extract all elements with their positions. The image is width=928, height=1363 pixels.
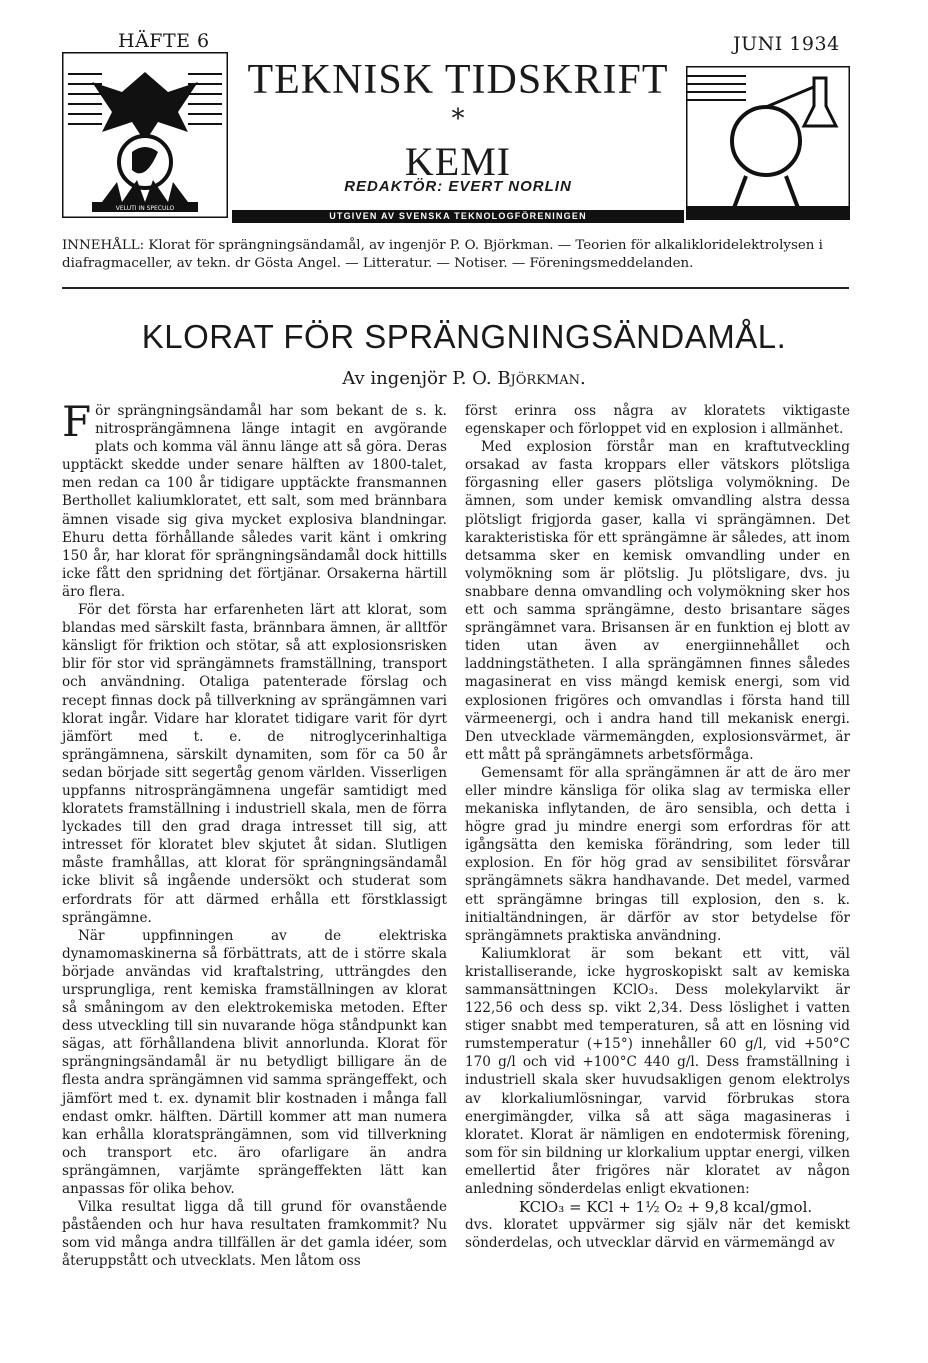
drop-cap: F: [62, 397, 92, 446]
paragraph: Kaliumklorat är som bekant ett vitt, väl kristalliserande, icke hygroskopiskt salt av kemiska sammansättningen KClO₃. Dess molekylarvikt är 122,56 och dess sp. vikt 2,34. Dess löslighet i vatten stiger snabbt med temperaturen, så att en lösning vid rumstemperatur (+15°) innehåller 60 g/l, vid +50°C 170 g/l och vid +100°C 440 g/l. Dess framställning i industriell skala sker huvudsakligen genom elektrolys av klorkaliumlösningar, varvid förbrukas stora energimängder, vilka så att säga magasineras i kloratet. Klorat är nämligen en endotermisk förening, som för sin bildning ur klorkalium upptar energi, vilken emellertid åter frigöres när kloratet av någon anledning sönderdelas enligt ekvationen:: [465, 945, 850, 1198]
article-title: KLORAT FÖR SPRÄNGNINGSÄNDAMÅL.: [141, 318, 787, 355]
publisher-bar: UTGIVEN AV SVENSKA TEKNOLOGFÖRENINGEN: [232, 210, 684, 223]
journal-title: TEKNISK TIDSKRIFT: [247, 57, 669, 103]
table-of-contents: [62, 237, 862, 273]
article-column-left: [62, 397, 447, 1271]
masthead-title-block: [232, 52, 684, 222]
paragraph: Vilka resultat ligga då till grund för ovanstående påståenden och hur hava resultaten framkommit? Nu som vid många andra tillfällen är det gamla idéer, som återuppstått och utvecklats. Men låtom oss: [62, 1199, 447, 1270]
logo-motto: VELUTI IN SPECULO: [115, 205, 175, 212]
paragraph: Gemensamt för alla sprängämnen är att de äro mer eller mindre känsliga för olika slag av termiska eller mekaniska inflytanden, de äro sensibla, och detta i högre grad ju mindre energi som erfordras för att igångsätta den kemiska förändring, som leder till explosion. En för hög grad av sensibilitet försvårar sprängämnets säkra handhavande. Det medel, varmed ett sprängämne bringas till explosion, den s. k. initialtändningen, är därför av stor betydelse för sprängämnets praktiska användning.: [465, 764, 850, 944]
byline-prefix: Av ingenjör P. O.: [342, 368, 498, 389]
issue-number: HÄFTE 6: [118, 30, 210, 52]
toc-label: INNEHÅLL:: [62, 238, 145, 253]
toc-text: Klorat för sprängningsändamål, av ingenjör P. O. Björkman. — Teorien för alkalikloridelektrolysen i diafragmaceller, av tekn. dr Gösta Angel. — Litteratur. — Notiser. — Föreningsmeddelanden.: [62, 238, 823, 271]
paragraph: först erinra oss några av kloratets viktigaste egenskaper och förloppet vid en explosion i allmänhet.: [465, 403, 850, 438]
paragraph: [62, 397, 447, 601]
article-column-right: [465, 402, 850, 1252]
masthead: [62, 52, 849, 222]
article-byline: [0, 368, 928, 389]
paragraph: För det första har erfarenheten lärt att klorat, som blandas med särskilt fasta, brännbara ämnen, är alltför känsligt för friktion och stötar, så att explosionsrisken blir för stor vid sprängämnets framställning, transport och användning. Otaliga patenterade förslag och recept finnas dock på tillverkning av sprängämnen vari klorat ingår. Vidare har kloratet tidigare varit för dyrt jämfört med t. e. de nitroglycerinhaltiga sprängämnena, särskilt dynamiten, som för ca 50 år sedan började sitt segertåg genom världen. Visserligen uppfanns nitrosprängämnena ungefär samtidigt med kloratets framställning i industriell skala, men de förra lyckades till den grad draga intresset till sig, att intresset för kloratet blev skjutet åt sidan. Slutligen måste framhållas, att klorat för sprängningsändamål icke blivit så ingående undersökt och studerat som erfordrats för att därmed erhålla ett förstklassigt sprängämne.: [62, 602, 447, 926]
editor-line: REDAKTÖR: EVERT NORLIN: [344, 178, 572, 195]
laboratory-flask-icon: [686, 66, 850, 220]
issue-date: JUNI 1934: [733, 33, 840, 55]
paragraph-text: ör sprängningsändamål har som bekant de s. k. nitrosprängämnena länge intagit en avgörande plats och komma väl ännu länge att så göra. Deras upptäckt skedde under senare hälften av 1800-talet, men redan ca 100 år tidigare upptäckte fransmannen Berthollet kaliumkloratet, ett salt, som med brännbara ämnen visade sig giva mycket explosiva blandningar. Ehuru detta förhållande således varit känt i omkring 150 år, har klorat för sprängningsändamål dock hittills icke fått den spridning det förtjänar. Orsakerna härtill äro flera.: [62, 403, 447, 600]
chemical-equation: KClO₃ = KCl + 1½ O₂ + 9,8 kcal/gmol.: [518, 1198, 813, 1217]
section-title: KEMI: [404, 139, 512, 184]
paragraph: dvs. kloratet uppvärmer sig själv när det kemiskt sönderdelas, och utvecklar därvid en värmemängd av: [465, 1217, 850, 1252]
eagle-emblem-icon: [62, 52, 228, 218]
header-divider: [62, 287, 849, 289]
paragraph: Med explosion förstår man en kraftutveckling orsakad av fasta kroppars eller vätskors plötsliga förgasning eller gasers plötsliga volymökning. De ämnen, som under kemisk omvandling alstra dessa plötsligt frigjorda gaser, kalla vi sprängämnen. Det karakteristiska för ett sprängämne är således, att inom detsamma sker en kemisk omvandling under en volymökning som är plötslig. Ju plötsligare, dvs. ju snabbare denna omvandling och volymökning sker hos ett och samma sprängämne, desto brisantare säges sprängämnet vara. Brisansen är en funktion ej blott av tiden utan även av energiinnehållet och laddningstätheten. I alla sprängämnen finnes således magasinerat en viss mängd kemisk energi, som vid explosionen frigöres och omvandlas i första hand till värmeenergi, och i andra hand till mekanisk energi. Den utvecklade värmemängden, explosionsvärmet, är ett mått på sprängämnets arbetsförmåga.: [465, 439, 850, 763]
paragraph: När uppfinningen av de elektriska dynamomaskinerna så förbättrats, att de i större skala började användas vid kraftalstring, utträngdes den ursprungliga, rent kemiska framställningen av klorat så småningom av den elektrokemiska metoden. Efter dess utveckling till sin nuvarande höga ståndpunkt kan sägas, att förhållandena blivit annorlunda. Klorat för sprängningsändamål är nu betydligt billigare än de flesta andra sprängämnen vid samma sprängeffekt, och jämfört med t. ex. dynamit blir kostnaden i många fall endast omkr. hälften. Därtill kommer att man numera kan erhålla kloratsprängämnen, som vid tillverkning och transport etc. äro ofarligare än andra sprängämnen, varjämte sprängeffekten lätt kan anpassas för olika behov.: [62, 927, 447, 1198]
author-name: Björkman.: [497, 368, 586, 389]
star-divider: *: [451, 104, 465, 134]
